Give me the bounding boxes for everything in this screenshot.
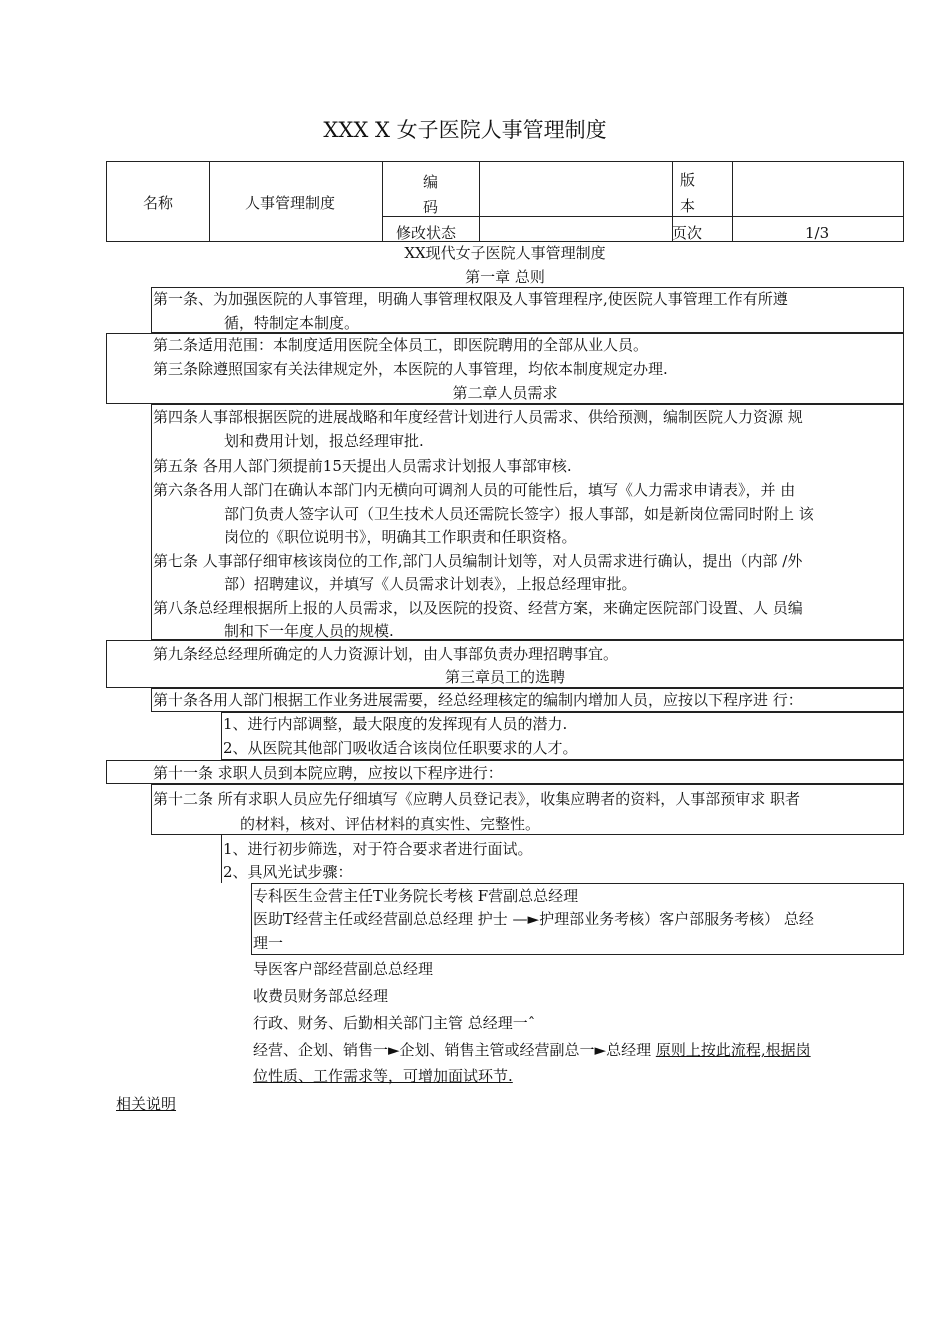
article-7: 部）招聘建议，并填写《人员需求计划表》，上报总经理审批。 (224, 575, 637, 593)
page-label: 页次 (672, 224, 703, 242)
table-divider (382, 216, 903, 217)
table-divider (732, 162, 733, 241)
article-3: 第三条除遵照国家有关法律规定外，本医院的人事管理，均依本制度规定办理. (153, 360, 668, 378)
name-label: 名称 (143, 194, 174, 212)
article-1: 循，特制定本制度。 (224, 314, 360, 332)
flow-step: 导医客户部经营副总总经理 (253, 960, 434, 978)
chapter-heading: 第三章员工的选聘 (444, 668, 565, 686)
table-divider (382, 162, 383, 241)
article-6: 第六条各用人部门在确认本部门内无横向可调剂人员的可能性后，填写《人力需求申请表》，并 由 (153, 481, 796, 499)
chapter-heading: 第二章人员需求 (452, 384, 558, 402)
article-4: 划和费用计划，报总经理审批. (224, 432, 424, 450)
code-label: 码 (423, 198, 439, 216)
article-4: 第四条人事部根据医院的进展战略和年度经营计划进行人员需求、供给预测，编制医院人力资源 规 (153, 408, 803, 426)
article-6: 岗位的《职位说明书》，明确其工作职责和任职资格。 (224, 528, 577, 546)
flow-note: 原则上按此流程,根据岗 (655, 1041, 811, 1059)
article-6: 部门负责人签字认可（卫生技术人员还需院长签字）报人事部，如是新岗位需同时附上 该 (224, 505, 814, 523)
article-8: 第八条总经理根据所上报的人员需求，以及医院的投资、经营方案，来确定医院部门设置、人 员编 (153, 599, 803, 617)
version-label: 版 (680, 171, 696, 189)
article-2: 第二条适用范围：本制度适用医院全体员工，即医院聘用的全部从业人员。 (153, 336, 649, 354)
article-10: 第十条各用人部门根据工作业务进展需要，经总经理核定的编制内增加人员，应按以下程序进 行： (153, 691, 803, 709)
table-divider (479, 162, 480, 241)
flow-step-text: 经营、企划、销售一►企划、销售主管或经营副总一►总经理 (253, 1041, 656, 1059)
name-value: 人事管理制度 (245, 194, 336, 212)
article-12-item: 1、进行初步筛选，对于符合要求者进行面试。 (223, 840, 533, 858)
page-value: 1/3 (805, 224, 830, 242)
flow-step: 专科医生佥营主任T业务院长考核 F营副总总经理 (253, 887, 579, 905)
document-title: XXX X 女子医院人事管理制度 (323, 118, 607, 142)
flow-step: 理一 (253, 934, 284, 952)
related-note-link[interactable]: 相关说明 (116, 1095, 177, 1113)
article-1: 第一条、为加强医院的人事管理，明确人事管理权限及人事管理程序,使医院人事管理工作有所遵 (153, 290, 788, 308)
article-12-item: 2、具风光试步骤： (223, 863, 353, 881)
article-8: 制和下一年度人员的规模. (224, 622, 394, 640)
flow-step (253, 1043, 811, 1058)
flow-step: 收费员财务部总经理 (253, 987, 389, 1005)
flow-step: 医助T经营主任或经营副总总经理 护士 —►护理部业务考核）客户部服务考核） 总经 (253, 910, 814, 928)
article-12: 的材料，核对、评估材料的真实性、完整性。 (240, 815, 541, 833)
code-label: 编 (423, 173, 439, 191)
version-label: 本 (680, 197, 696, 215)
header-table (106, 161, 904, 242)
flow-note: 位性质、工作需求等，可增加面试环节. (253, 1067, 513, 1085)
chapter-heading: 第一章 总则 (465, 268, 545, 286)
article-10-item: 2、从医院其他部门吸收适合该岗位任职要求的人才。 (223, 739, 578, 757)
article-10-item: 1、进行内部调整，最大限度的发挥现有人员的潜力. (223, 715, 568, 733)
flow-step: 行政、财务、后勤相关部门主管 总经理一ˆ (253, 1014, 536, 1032)
article-5: 第五条 各用人部门须提前15天提出人员需求计划报人事部审核. (153, 457, 572, 475)
document-subtitle: XX现代女子医院人事管理制度 (404, 244, 606, 262)
article-7: 第七条 人事部仔细审核该岗位的工作,部门人员编制计划等，对人员需求进行确认，提出（内部 /外 (153, 552, 803, 570)
table-divider (209, 162, 210, 241)
revision-label: 修改状态 (396, 224, 457, 242)
article-12: 第十二条 所有求职人员应先仔细填写《应聘人员登记表》，收集应聘者的资料，人事部预审求 职者 (153, 790, 801, 808)
article-9: 第九条经总经理所确定的人力资源计划，由人事部负责办理招聘事宜。 (153, 645, 619, 663)
article-11: 第十一条 求职人员到本院应聘，应按以下程序进行： (153, 764, 503, 782)
article-rule (221, 835, 222, 883)
